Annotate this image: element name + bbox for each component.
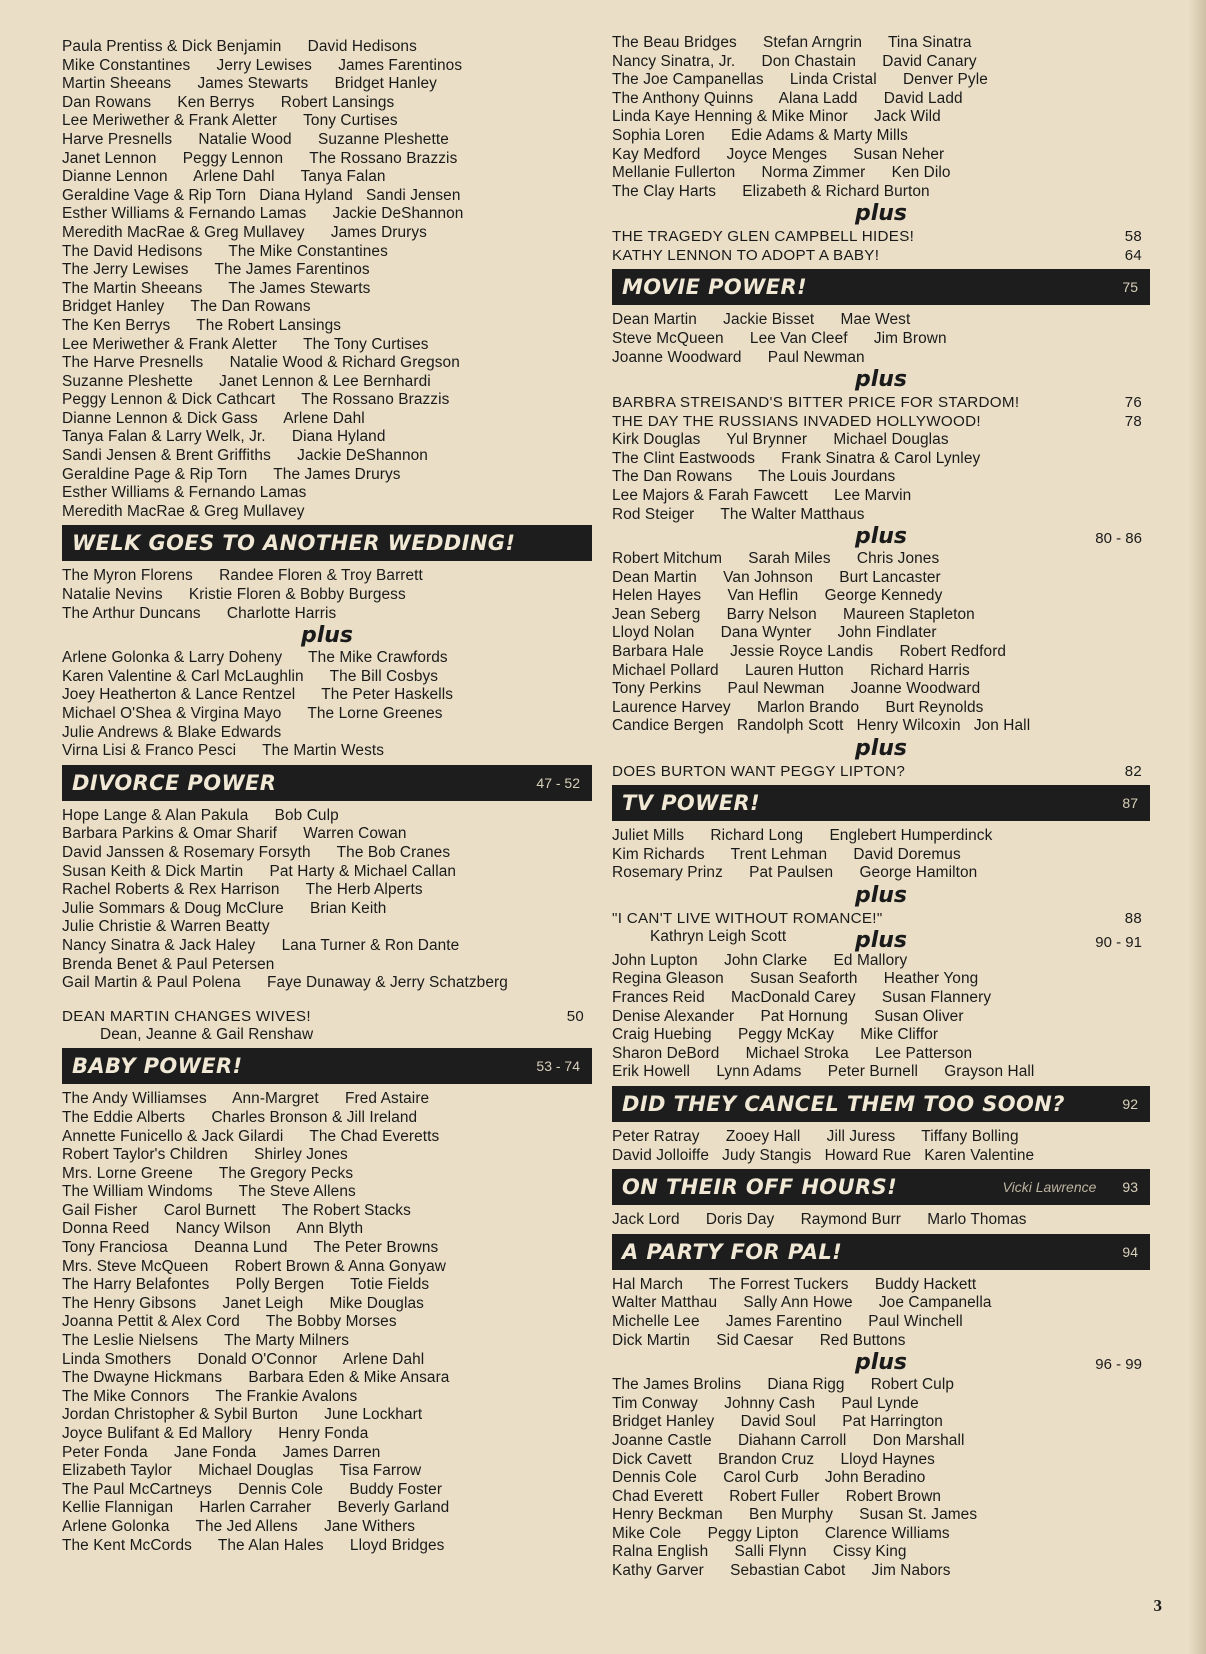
plus-label: plus — [300, 623, 354, 649]
plus-pages: 90 - 91 — [1095, 933, 1142, 951]
list-line: Elizabeth Taylor Michael Douglas Tisa Farrow — [62, 1462, 422, 1480]
section-title: DID THEY CANCEL THEM TOO SOON? — [622, 1091, 1065, 1116]
movie-list-3 — [612, 550, 1150, 736]
section-title: A PARTY FOR PAL! — [622, 1239, 843, 1264]
list-line: Robert Taylor's Children Shirley Jones — [62, 1146, 348, 1164]
section-banner-movie — [612, 269, 1150, 305]
movie-list — [612, 311, 1150, 367]
list-line: Joanne Woodward Paul Newman — [612, 348, 865, 366]
list-line: Kathy Garver Sebastian Cabot Jim Nabors — [612, 1562, 951, 1580]
list-line: Juliet Mills Richard Long Englebert Humperdinck — [612, 827, 993, 845]
list-line: Meredith MacRae & Greg Mullavey James Drurys — [62, 223, 427, 241]
list-line: Peter Fonda Jane Fonda James Darren — [62, 1443, 381, 1461]
list-line: Peter Ratray Zooey Hall Jill Juress Tiffany Bolling — [612, 1127, 1019, 1145]
list-line: Virna Lisi & Franco Pesci The Martin Wests — [62, 742, 385, 760]
list-line: Mellanie Fullerton Norma Zimmer Ken Dilo — [612, 164, 951, 182]
section-banner-divorce — [62, 765, 592, 801]
list-line: Joey Heatherton & Lance Rentzel The Peter Haskells — [62, 686, 454, 704]
section-pages: 47 - 52 — [536, 774, 580, 791]
list-line: Sophia Loren Edie Adams & Marty Mills — [612, 126, 908, 144]
list-line: The Andy Williamses Ann-Margret Fred Astaire — [62, 1090, 430, 1108]
baby-list — [62, 1090, 592, 1555]
list-line: The Harry Belafontes Polly Bergen Totie Fields — [62, 1276, 430, 1294]
list-line: The Martin Sheeans The James Stewarts — [62, 279, 371, 297]
list-line: Suzanne Pleshette Janet Lennon & Lee Bernhardi — [62, 372, 431, 390]
list-line: Arlene Golonka The Jed Allens Jane Withers — [62, 1517, 416, 1535]
list-line: Julie Sommars & Doug McClure Brian Keith — [62, 899, 387, 917]
list-line: Barbara Parkins & Omar Sharif Warren Cowan — [62, 825, 407, 843]
list-line: Lloyd Nolan Dana Wynter John Findlater — [612, 624, 937, 642]
story-title: DEAN MARTIN CHANGES WIVES! — [62, 1007, 311, 1025]
list-line: Paula Prentiss & Dick Benjamin David Hedisons — [62, 38, 417, 55]
list-line: The Ken Berrys The Robert Lansings — [62, 316, 342, 334]
list-line: Nancy Sinatra & Jack Haley Lana Turner & Ron Dante — [62, 936, 460, 954]
list-line: Gail Fisher Carol Burnett The Robert Stacks — [62, 1201, 411, 1219]
list-line: Dean Martin Jackie Bisset Mae West — [612, 311, 911, 329]
section-banner-welk — [62, 525, 592, 561]
list-line: Tim Conway Johnny Cash Paul Lynde — [612, 1394, 919, 1412]
list-line: The Henry Gibsons Janet Leigh Mike Douglas — [62, 1294, 424, 1312]
list-line: Regina Gleason Susan Seaforth Heather Yong — [612, 970, 979, 988]
section-title: ON THEIR OFF HOURS! — [622, 1175, 898, 1200]
story-subtitle: Dean, Jeanne & Gail Renshaw — [100, 1025, 314, 1043]
list-line: Dan Rowans Ken Berrys Robert Lansings — [62, 93, 395, 111]
list-line: Helen Hayes Van Heflin George Kennedy — [612, 587, 943, 605]
list-line: Hope Lange & Alan Pakula Bob Culp — [62, 806, 339, 824]
list-line: Tanya Falan & Larry Welk, Jr. Diana Hyland — [62, 428, 386, 446]
plus-label: plus — [854, 524, 908, 550]
section-title: WELK GOES TO ANOTHER WEDDING! — [72, 531, 516, 556]
list-line: Hal March The Forrest Tuckers Buddy Hackett — [612, 1275, 977, 1293]
right-column — [612, 34, 1150, 1581]
list-line: The Anthony Quinns Alana Ladd David Ladd — [612, 89, 963, 107]
list-line: Julie Christie & Warren Beatty — [62, 918, 270, 936]
list-line: The Beau Bridges Stefan Arngrin Tina Sinatra — [612, 34, 972, 51]
section-title: TV POWER! — [622, 791, 760, 816]
section-extra: Vicki Lawrence — [1002, 1179, 1097, 1196]
story-page: 50 — [566, 1007, 584, 1025]
plus-label: plus — [854, 882, 908, 908]
story-title: "I CAN'T LIVE WITHOUT ROMANCE!" — [612, 909, 883, 927]
list-line: The Kent McCords The Alan Hales Lloyd Bridges — [62, 1536, 445, 1554]
list-line: The Harve Presnells Natalie Wood & Richard Gregson — [62, 354, 460, 372]
list-line: The Dwayne Hickmans Barbara Eden & Mike Ansara — [62, 1369, 450, 1387]
list-line: Michael O'Shea & Virgina Mayo The Lorne Greenes — [62, 705, 443, 722]
story-page: 78 — [1124, 413, 1142, 431]
story-page: 58 — [1124, 228, 1142, 246]
section-title: MOVIE POWER! — [622, 275, 808, 300]
list-line: Bridget Hanley David Soul Pat Harrington — [612, 1413, 943, 1431]
list-line: Robert Mitchum Sarah Miles Chris Jones — [612, 550, 940, 568]
list-line: Linda Kaye Henning & Mike Minor Jack Wild — [612, 108, 941, 126]
plus-label: plus — [854, 736, 908, 762]
list-line: The Myron Florens Randee Floren & Troy Barrett — [62, 567, 423, 585]
list-line: Mrs. Lorne Greene The Gregory Pecks — [62, 1164, 354, 1182]
list-line: David Janssen & Rosemary Forsyth The Bob Cranes — [62, 843, 451, 861]
left-column — [62, 38, 592, 1555]
list-line: Laurence Harvey Marlon Brando Burt Reynolds — [612, 698, 984, 716]
list-line: Kirk Douglas Yul Brynner Michael Douglas — [612, 431, 949, 449]
list-line: Sharon DeBord Michael Stroka Lee Patterson — [612, 1044, 973, 1062]
tv-list — [612, 827, 1150, 883]
tv-list-2 — [612, 952, 1150, 1082]
left-top-list — [62, 38, 592, 521]
list-line: David Jolloiffe Judy Stangis Howard Rue Karen Valentine — [612, 1146, 1035, 1164]
top-stories — [612, 227, 1150, 265]
story-headline — [612, 909, 1150, 928]
list-line: The Dan Rowans The Louis Jourdans — [612, 468, 896, 486]
list-line: The James Brolins Diana Rigg Robert Culp — [612, 1376, 955, 1394]
list-line: The Leslie Nielsens The Marty Milners — [62, 1332, 350, 1350]
list-line: Mike Cole Peggy Lipton Clarence Williams — [612, 1524, 950, 1542]
list-line: Walter Matthau Sally Ann Howe Joe Campanella — [612, 1294, 992, 1312]
plus-row — [612, 928, 1150, 952]
list-line: Geraldine Vage & Rip Torn Diana Hyland Sandi Jensen — [62, 186, 461, 204]
list-line: Chad Everett Robert Fuller Robert Brown — [612, 1487, 942, 1505]
list-line: Brenda Benet & Paul Petersen — [62, 955, 275, 973]
story-page: 82 — [1124, 763, 1142, 781]
list-line: Tony Franciosa Deanna Lund The Peter Browns — [62, 1239, 439, 1257]
divorce-list — [62, 807, 592, 993]
welk-plus-list — [62, 649, 592, 761]
list-line: Mrs. Steve McQueen Robert Brown & Anna Gonyaw — [62, 1257, 446, 1275]
page-edge-shadow — [1188, 0, 1206, 1654]
plus-pages: 96 - 99 — [1095, 1356, 1142, 1374]
list-line: Dianne Lennon & Dick Gass Arlene Dahl — [62, 409, 365, 427]
list-line: John Lupton John Clarke Ed Mallory — [612, 951, 908, 969]
list-line: Rachel Roberts & Rex Harrison The Herb Alperts — [62, 881, 423, 899]
list-line: Donna Reed Nancy Wilson Ann Blyth — [62, 1220, 364, 1238]
plus-row — [612, 1350, 1150, 1376]
list-line: The Eddie Alberts Charles Bronson & Jill Ireland — [62, 1108, 418, 1126]
list-line: Dean Martin Van Johnson Burt Lancaster — [612, 568, 941, 586]
list-line: The Arthur Duncans Charlotte Harris — [62, 604, 337, 622]
list-line: Steve McQueen Lee Van Cleef Jim Brown — [612, 329, 947, 347]
list-line: Denise Alexander Pat Hornung Susan Oliver — [612, 1007, 964, 1025]
story-title: THE TRAGEDY GLEN CAMPBELL HIDES! — [612, 228, 915, 246]
section-banner-offhours — [612, 1169, 1150, 1205]
list-line: Linda Smothers Donald O'Connor Arlene Dahl — [62, 1350, 425, 1368]
plus-label: plus — [854, 927, 908, 953]
plus-label: plus — [854, 1350, 908, 1376]
list-line: Dianne Lennon Arlene Dahl Tanya Falan — [62, 168, 386, 186]
story-title: KATHY LENNON TO ADOPT A BABY! — [612, 247, 880, 265]
section-pages: 53 - 74 — [536, 1058, 580, 1075]
story-page: 64 — [1124, 247, 1142, 265]
list-line: The Paul McCartneys Dennis Cole Buddy Foster — [62, 1480, 443, 1498]
list-line: Rosemary Prinz Pat Paulsen George Hamilton — [612, 864, 978, 882]
list-line: Kay Medford Joyce Menges Susan Neher — [612, 145, 945, 163]
section-pages: 75 — [1122, 279, 1138, 296]
section-banner-baby — [62, 1048, 592, 1084]
party-list-2 — [612, 1376, 1150, 1581]
list-line: The Clay Harts Elizabeth & Richard Burton — [612, 182, 930, 200]
section-title: BABY POWER! — [72, 1054, 243, 1079]
plus-pages: 80 - 86 — [1095, 530, 1142, 548]
section-title: DIVORCE POWER — [72, 770, 277, 795]
list-line: Esther Williams & Fernando Lamas Jackie DeShannon — [62, 205, 464, 223]
list-line: Sandi Jensen & Brent Griffiths Jackie DeShannon — [62, 447, 428, 465]
list-line: Tony Perkins Paul Newman Joanne Woodward — [612, 680, 981, 698]
party-list — [612, 1276, 1150, 1350]
list-line: Nancy Sinatra, Jr. Don Chastain David Canary — [612, 52, 977, 70]
offhours-list — [612, 1211, 1150, 1230]
list-line: Julie Andrews & Blake Edwards — [62, 723, 282, 741]
list-line: Annette Funicello & Jack Gilardi The Chad Everetts — [62, 1127, 440, 1145]
list-line: Kim Richards Trent Lehman David Doremus — [612, 845, 961, 863]
list-line: Lee Meriwether & Frank Aletter The Tony Curtises — [62, 335, 429, 353]
right-top-list — [612, 34, 1150, 201]
plus-label: plus — [854, 367, 908, 393]
list-line: Peggy Lennon & Dick Cathcart The Rossano Brazzis — [62, 391, 450, 409]
section-pages: 87 — [1122, 795, 1138, 812]
movie-list-2 — [612, 431, 1150, 524]
list-line: Lee Meriwether & Frank Aletter Tony Curtises — [62, 112, 398, 130]
list-line: The Clint Eastwoods Frank Sinatra & Carol Lynley — [612, 449, 981, 467]
list-line: Mike Constantines Jerry Lewises James Farentinos — [62, 56, 463, 74]
list-line: Joyce Bulifant & Ed Mallory Henry Fonda — [62, 1425, 369, 1442]
story-page: 88 — [1124, 909, 1142, 927]
story-title: DOES BURTON WANT PEGGY LIPTON? — [612, 763, 906, 781]
section-pages: 94 — [1122, 1243, 1138, 1260]
story-page: 76 — [1124, 394, 1142, 412]
story-headline — [612, 227, 1150, 246]
list-line: Meredith MacRae & Greg Mullavey — [62, 502, 305, 520]
list-line: The Joe Campanellas Linda Cristal Denver Pyle — [612, 71, 988, 89]
plus-row — [612, 524, 1150, 550]
list-line: The Jerry Lewises The James Farentinos — [62, 261, 370, 279]
list-line: Jean Seberg Barry Nelson Maureen Stapleton — [612, 605, 975, 623]
list-line: Harve Presnells Natalie Wood Suzanne Pleshette — [62, 130, 449, 148]
list-line: Erik Howell Lynn Adams Peter Burnell Grayson Hall — [612, 1063, 1035, 1081]
list-line: Kellie Flannigan Harlen Carraher Beverly Garland — [62, 1499, 450, 1517]
list-line: Esther Williams & Fernando Lamas — [62, 484, 307, 502]
plus-label: plus — [854, 201, 908, 227]
list-line: Karen Valentine & Carl McLaughlin The Bill Cosbys — [62, 667, 439, 685]
list-line: Jordan Christopher & Sybil Burton June Lockhart — [62, 1406, 423, 1424]
list-line: Martin Sheeans James Stewarts Bridget Hanley — [62, 75, 437, 93]
section-pages: 93 — [1122, 1179, 1138, 1196]
list-line: Dennis Cole Carol Curb John Beradino — [612, 1469, 926, 1487]
cancel-list — [612, 1128, 1150, 1165]
list-line: Dick Cavett Brandon Cruz Lloyd Haynes — [612, 1450, 935, 1468]
welk-list — [62, 567, 592, 623]
story-headline — [612, 393, 1150, 412]
movie-stories — [612, 393, 1150, 431]
list-line: Joanne Castle Diahann Carroll Don Marshall — [612, 1431, 965, 1449]
list-line: Joanna Pettit & Alex Cord The Bobby Morses — [62, 1313, 397, 1331]
list-line: Dick Martin Sid Caesar Red Buttons — [612, 1331, 906, 1349]
list-line: Michael Pollard Lauren Hutton Richard Harris — [612, 661, 970, 679]
list-line: Michelle Lee James Farentino Paul Winchell — [612, 1312, 963, 1330]
list-line: Craig Huebing Peggy McKay Mike Cliffor — [612, 1026, 939, 1044]
list-line: The William Windoms The Steve Allens — [62, 1183, 356, 1201]
list-line: Barbara Hale Jessie Royce Landis Robert Redford — [612, 643, 1007, 661]
list-line: Geraldine Page & Rip Torn The James Drurys — [62, 465, 401, 483]
list-line: Ralna English Salli Flynn Cissy King — [612, 1543, 907, 1561]
section-banner-party — [612, 1234, 1150, 1270]
list-line: Henry Beckman Ben Murphy Susan St. James — [612, 1506, 978, 1524]
story-title: THE DAY THE RUSSIANS INVADED HOLLYWOOD! — [612, 413, 981, 431]
list-line: The Mike Connors The Frankie Avalons — [62, 1387, 358, 1405]
story-headline — [612, 246, 1150, 265]
list-line: Frances Reid MacDonald Carey Susan Flannery — [612, 989, 992, 1006]
list-line: Gail Martin & Paul Polena Faye Dunaway & Jerry Schatzberg — [62, 974, 508, 992]
section-banner-cancel — [612, 1086, 1150, 1122]
story-headline — [612, 412, 1150, 431]
page-number: 3 — [1153, 1596, 1162, 1615]
list-line: Bridget Hanley The Dan Rowans — [62, 298, 311, 316]
story-headline — [612, 762, 1150, 781]
list-line: Lee Majors & Farah Fawcett Lee Marvin — [612, 486, 912, 504]
section-banner-tv — [612, 785, 1150, 821]
list-line: Janet Lennon Peggy Lennon The Rossano Brazzis — [62, 149, 458, 167]
list-line: The David Hedisons The Mike Constantines — [62, 242, 388, 260]
story-headline — [62, 1007, 592, 1026]
list-line: Jack Lord Doris Day Raymond Burr Marlo Thomas — [612, 1211, 1027, 1229]
list-line: Arlene Golonka & Larry Doheny The Mike Crawfords — [62, 649, 448, 667]
story-title: BARBRA STREISAND'S BITTER PRICE FOR STARDOM! — [612, 394, 1020, 412]
story-subtitle: Kathryn Leigh Scott — [650, 927, 787, 945]
section-pages: 92 — [1122, 1095, 1138, 1112]
list-line: Rod Steiger The Walter Matthaus — [612, 505, 865, 523]
list-line: Candice Bergen Randolph Scott Henry Wilcoxin Jon Hall — [612, 717, 1031, 735]
list-line: Natalie Nevins Kristie Floren & Bobby Burgess — [62, 586, 406, 604]
list-line: Susan Keith & Dick Martin Pat Harty & Michael Callan — [62, 862, 457, 880]
